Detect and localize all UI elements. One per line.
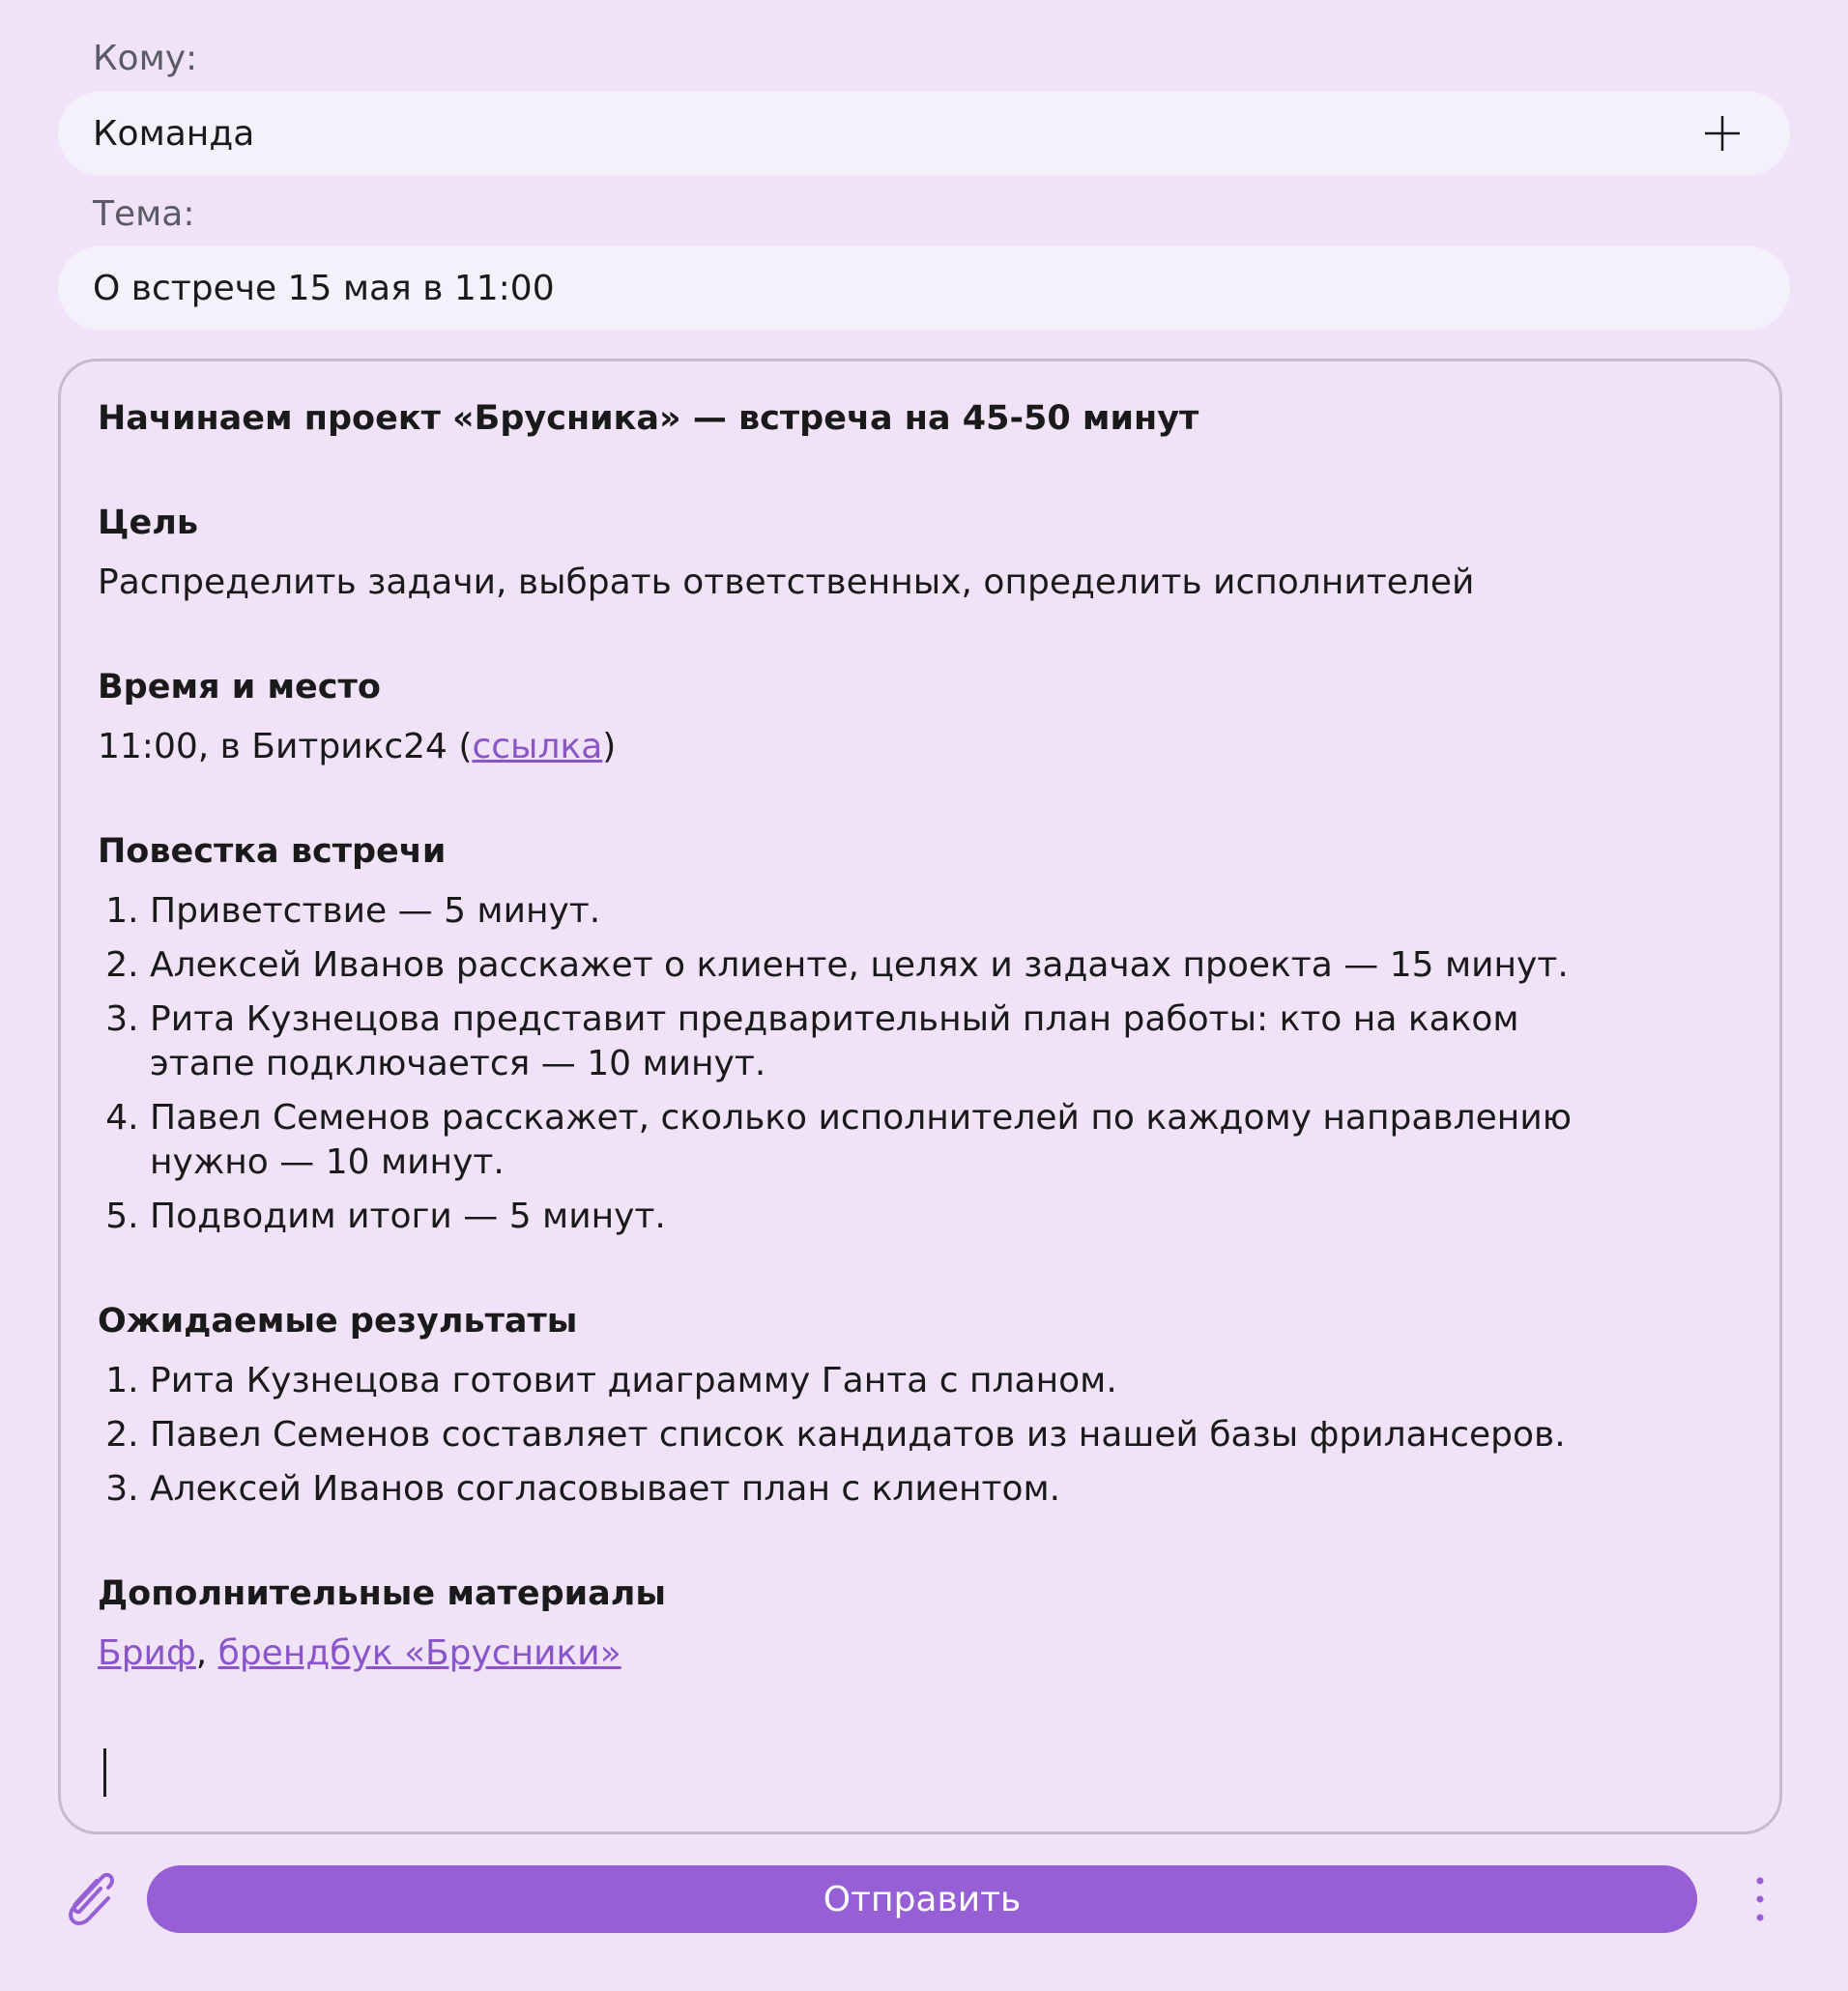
- text-cursor: [103, 1748, 106, 1797]
- to-value: Команда: [93, 113, 255, 154]
- time-place-heading: Время и место: [98, 668, 381, 707]
- brandbook-link[interactable]: брендбук «Брусники»: [217, 1633, 621, 1673]
- agenda-item: 1. Приветствие — 5 минут.: [150, 889, 1743, 934]
- agenda-item: 4. Павел Семенов расскажет, сколько исполнителей по каждому направлению нужно — 10 минут.: [150, 1096, 1743, 1185]
- compose-toolbar: [0, 1865, 1848, 1933]
- results-item: 3. Алексей Иванов согласовывает план с клиентом.: [150, 1467, 1743, 1512]
- meeting-link[interactable]: ссылка: [472, 727, 603, 766]
- results-item: 2. Павел Семенов составляет список кандидатов из нашей базы фрилансеров.: [150, 1413, 1743, 1457]
- more-vertical-icon[interactable]: [1747, 1875, 1773, 1923]
- materials-separator: ,: [195, 1633, 218, 1673]
- subject-value: О встрече 15 мая в 11:00: [93, 268, 555, 308]
- to-label: Кому:: [93, 39, 198, 78]
- results-item: 1. Рита Кузнецова готовит диаграмму Ганта с планом.: [150, 1359, 1743, 1403]
- message-editor[interactable]: [58, 359, 1782, 1834]
- message-title: Начинаем проект «Брусника» — встреча на 45-50 минут: [98, 399, 1199, 438]
- materials-links: [98, 1631, 1743, 1676]
- goal-text: Распределить задачи, выбрать ответственных, определить исполнителей: [98, 563, 1475, 602]
- brief-link[interactable]: Бриф: [98, 1633, 196, 1673]
- subject-label: Тема:: [93, 194, 195, 234]
- agenda-item: 3. Рита Кузнецова представит предварительный план работы: кто на каком этапе подключается — 10 минут.: [150, 997, 1743, 1086]
- agenda-item: 5. Подводим итоги — 5 минут.: [150, 1195, 1743, 1239]
- goal-heading: Цель: [98, 504, 198, 542]
- agenda-item: 2. Алексей Иванов расскажет о клиенте, целях и задачах проекта — 15 минут.: [150, 943, 1743, 988]
- plus-icon[interactable]: [1703, 114, 1742, 153]
- send-button[interactable]: Отправить: [147, 1865, 1697, 1933]
- to-field[interactable]: [58, 92, 1790, 175]
- time-place-suffix: ): [602, 727, 617, 766]
- time-place-prefix: 11:00, в Битрикс24 (: [98, 727, 473, 766]
- paperclip-icon[interactable]: [60, 1869, 114, 1929]
- subject-field[interactable]: [58, 246, 1790, 330]
- time-place-text: [98, 725, 1743, 769]
- agenda-list: [98, 889, 1743, 1239]
- agenda-heading: Повестка встречи: [98, 832, 447, 871]
- results-heading: Ожидаемые результаты: [98, 1302, 578, 1341]
- materials-heading: Дополнительные материалы: [98, 1574, 667, 1613]
- results-list: [98, 1359, 1743, 1512]
